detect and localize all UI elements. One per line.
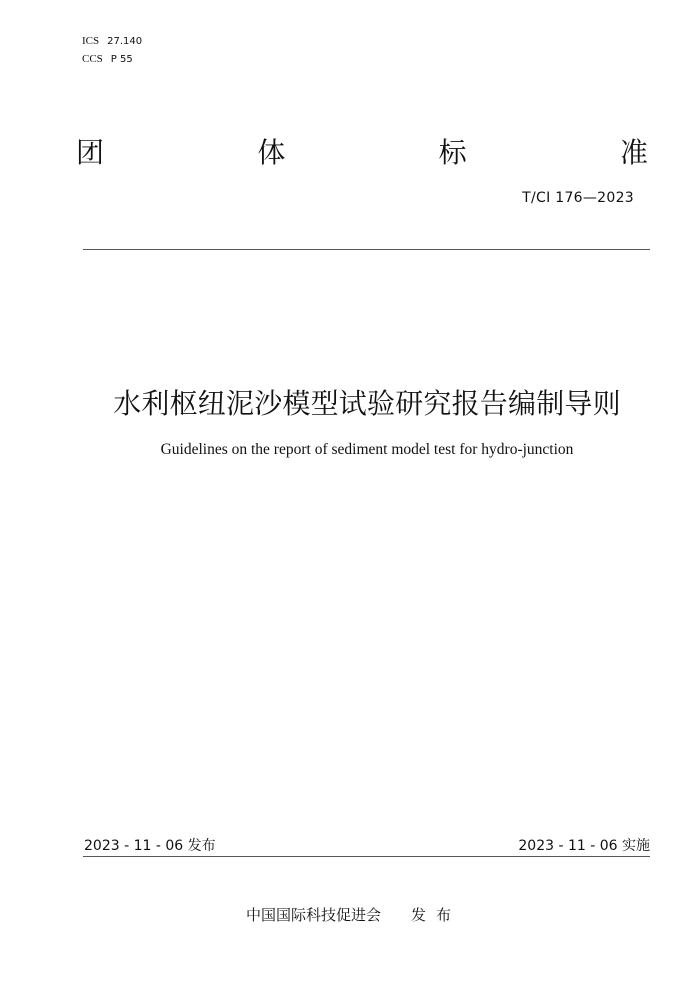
publisher-name: 中国国际科技促进会 bbox=[246, 906, 382, 924]
document-title-cn: 水利枢纽泥沙模型试验研究报告编制导则 bbox=[113, 387, 621, 420]
top-divider bbox=[83, 249, 650, 250]
date-row bbox=[84, 835, 650, 855]
ics-code bbox=[82, 35, 142, 48]
standard-type-char: 准 bbox=[619, 136, 648, 169]
publisher-action: 发布 bbox=[411, 906, 462, 924]
standard-type-char: 团 bbox=[76, 136, 105, 169]
issue-date: 2023 - 11 - 06 发布 bbox=[84, 838, 216, 854]
ccs-label: CCS bbox=[82, 53, 103, 65]
standard-number: T/CI 176—2023 bbox=[522, 190, 634, 206]
publisher-line bbox=[246, 904, 461, 925]
standard-type-heading bbox=[76, 136, 648, 170]
standard-type-char: 标 bbox=[438, 136, 467, 169]
ics-label: ICS bbox=[82, 35, 100, 47]
ccs-value: P 55 bbox=[110, 54, 133, 65]
standard-type-char: 体 bbox=[257, 136, 286, 169]
ccs-code bbox=[82, 53, 133, 66]
document-title-en: Guidelines on the report of sediment model test for hydro-junction bbox=[160, 441, 574, 458]
implement-date: 2023 - 11 - 06 实施 bbox=[518, 838, 650, 854]
bottom-divider bbox=[83, 856, 650, 857]
ics-value: 27.140 bbox=[107, 36, 143, 47]
